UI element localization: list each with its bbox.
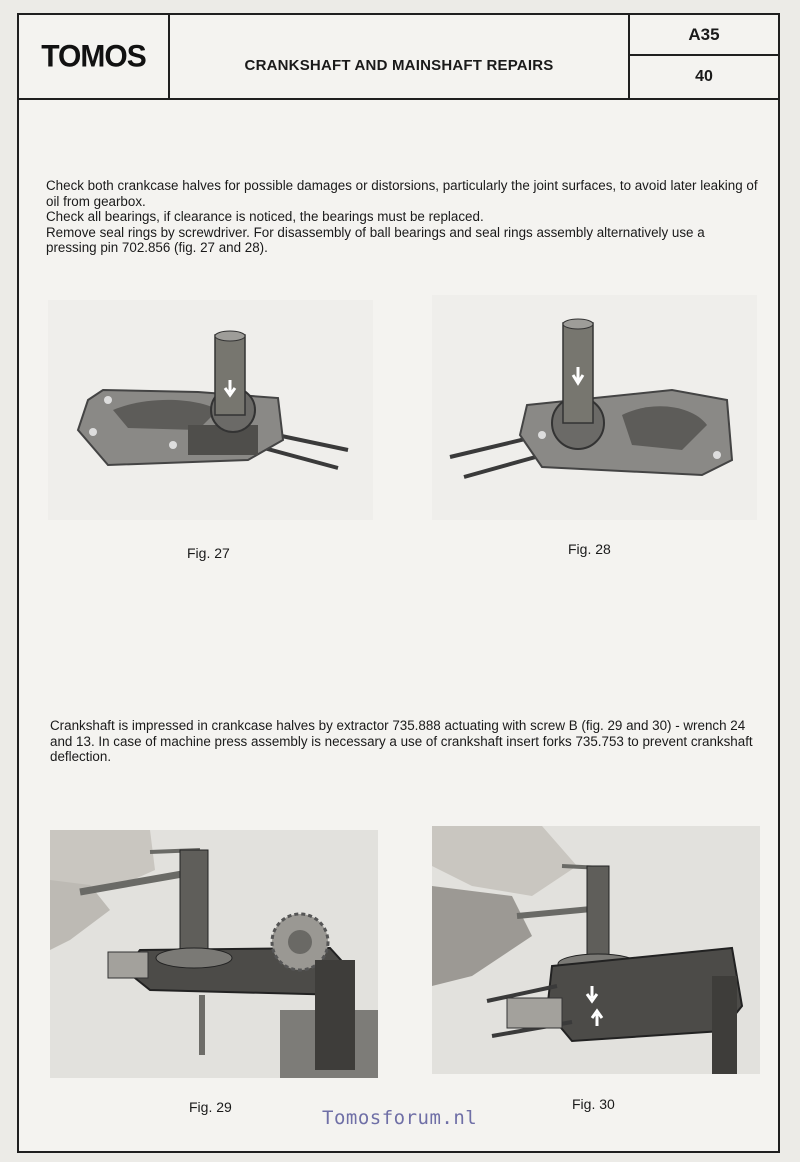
figure-29-caption: Fig. 29: [189, 1099, 232, 1115]
logo-cell: [19, 15, 170, 98]
tomos-logo: TOMOS: [41, 38, 146, 74]
crankcase-half-left-illustration: [48, 300, 373, 520]
figure-30-photo: [432, 826, 760, 1074]
extractor-crankshaft-illustration: [50, 830, 378, 1078]
figure-27-caption: Fig. 27: [187, 545, 230, 561]
watermark-text: Tomosforum.nl: [322, 1107, 478, 1129]
figure-28-photo: [432, 295, 757, 520]
section-code: A35: [630, 15, 778, 56]
figure-30-caption: Fig. 30: [572, 1096, 615, 1112]
figure-27-photo: [48, 300, 373, 520]
crankcase-half-right-illustration: [432, 295, 757, 520]
instruction-line-2: Check all bearings, if clearance is noticed, the bearings must be replaced.: [46, 209, 484, 224]
instruction-line-1: Check both crankcase halves for possible damages or distorsions, particularly the joint surfaces, to avoid later leaking of oil from gearbox.: [46, 178, 758, 209]
figure-28-caption: Fig. 28: [568, 541, 611, 557]
page-title: CRANKSHAFT AND MAINSHAFT REPAIRS: [244, 57, 554, 74]
instruction-paragraph-1: [46, 178, 758, 256]
title-cell: [170, 15, 630, 98]
instruction-paragraph-2: Crankshaft is impressed in crankcase halves by extractor 735.888 actuating with screw B (fig. 29 and 30) - wrench 24 and 13. In case of machine press assembly is necessary a use of crankshaft insert forks 735.753 to prevent crankshaft deflection.: [50, 718, 753, 764]
extractor-screw-illustration: [432, 826, 760, 1074]
page-header: [19, 15, 778, 100]
figure-29-photo: [50, 830, 378, 1078]
instruction-line-3: Remove seal rings by screwdriver. For disassembly of ball bearings and seal rings assembly alternatively use a pressing pin 702.856 (fig. 27 and 28).: [46, 224, 705, 255]
page-number: 40: [695, 68, 713, 85]
